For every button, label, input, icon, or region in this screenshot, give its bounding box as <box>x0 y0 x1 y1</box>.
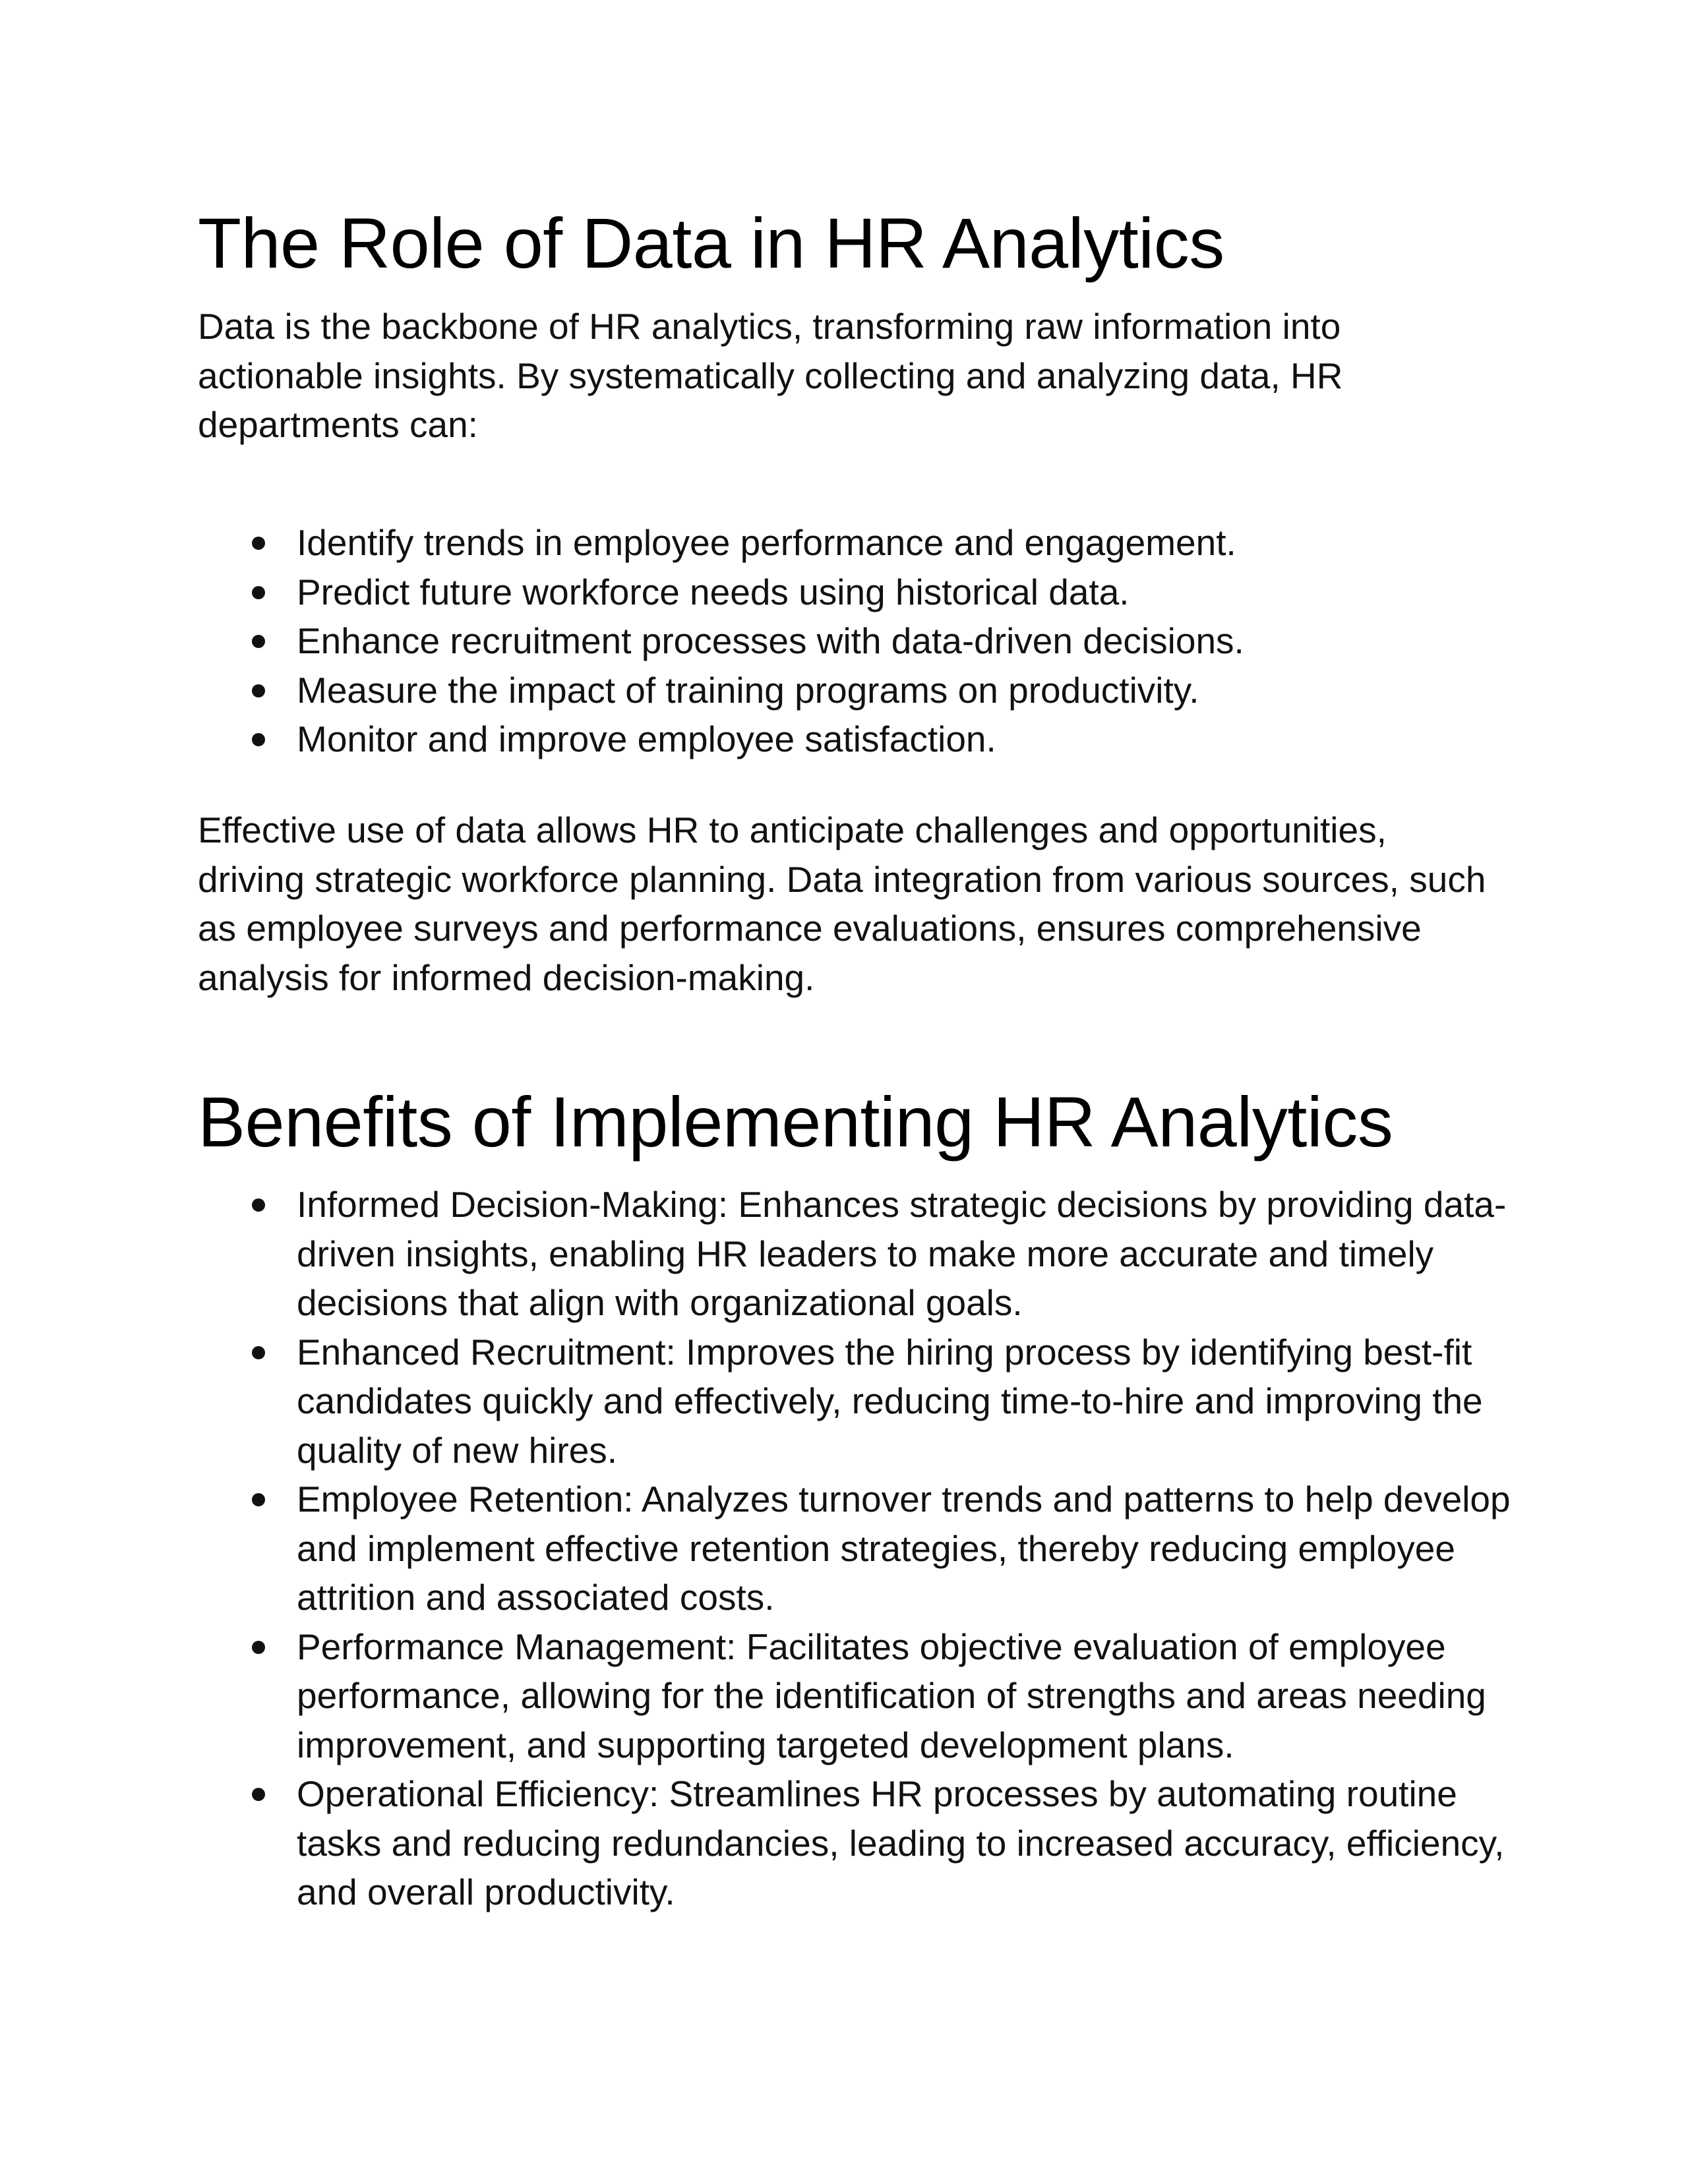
list-item-text: Performance Management: Facilitates objective evaluation of employee performance, allowing for the identification of strengths and areas needing improvement, and supporting targeted development plans. <box>297 1626 1486 1765</box>
list-item <box>198 1769 1523 1917</box>
closing-paragraph: Effective use of data allows HR to anticipate challenges and opportunities, driving strategic workforce planning. Data integration from various sources, such as employee surveys and performance evaluations, ensures comprehensive analysis for informed decision-making. <box>198 810 1486 998</box>
list-item <box>198 715 1517 764</box>
benefits-bullet-list <box>198 1180 1523 1917</box>
section-heading-role-of-data: The Role of Data in HR Analytics <box>198 203 1224 283</box>
bullet-icon <box>252 586 265 599</box>
list-item <box>198 568 1517 617</box>
list-item <box>198 1180 1523 1328</box>
list-item <box>198 616 1517 666</box>
list-item-text: Informed Decision-Making: Enhances strategic decisions by providing data-driven insights, enabling HR leaders to make more accurate and timely decisions that align with organizational goals. <box>297 1184 1507 1323</box>
list-item-text: Monitor and improve employee satisfaction. <box>297 719 996 759</box>
bullet-icon <box>252 684 265 697</box>
bullet-icon <box>252 635 265 648</box>
list-item-text: Enhance recruitment processes with data-driven decisions. <box>297 620 1244 661</box>
role-bullet-list <box>198 518 1517 764</box>
bullet-icon <box>252 1346 265 1359</box>
list-item-text: Identify trends in employee performance and engagement. <box>297 522 1236 563</box>
list-item-text: Operational Efficiency: Streamlines HR processes by automating routine tasks and reducing redundancies, leading to increased accuracy, efficiency, and overall productivity. <box>297 1773 1505 1912</box>
list-item-text: Predict future workforce needs using historical data. <box>297 571 1130 612</box>
list-item <box>198 666 1517 715</box>
bullet-icon <box>252 537 265 550</box>
list-item <box>198 1475 1523 1622</box>
list-item <box>198 1328 1523 1475</box>
bullet-icon <box>252 1788 265 1801</box>
list-item-text: Employee Retention: Analyzes turnover trends and patterns to help develop and implement effective retention strategies, thereby reducing employee attrition and associated costs. <box>297 1479 1511 1618</box>
bullet-icon <box>252 1493 265 1506</box>
section-heading-benefits: Benefits of Implementing HR Analytics <box>198 1082 1393 1162</box>
bullet-icon <box>252 1198 265 1212</box>
bullet-icon <box>252 1641 265 1654</box>
list-item-text: Measure the impact of training programs on productivity. <box>297 669 1199 711</box>
list-item <box>198 518 1517 568</box>
list-item <box>198 1622 1523 1770</box>
bullet-icon <box>252 733 265 746</box>
intro-paragraph: Data is the backbone of HR analytics, transforming raw information into actionable insights. By systematically collecting and analyzing data, HR departments can: <box>198 306 1343 445</box>
list-item-text: Enhanced Recruitment: Improves the hiring process by identifying best-fit candidates quickly and effectively, reducing time-to-hire and improving the quality of new hires. <box>297 1331 1483 1471</box>
